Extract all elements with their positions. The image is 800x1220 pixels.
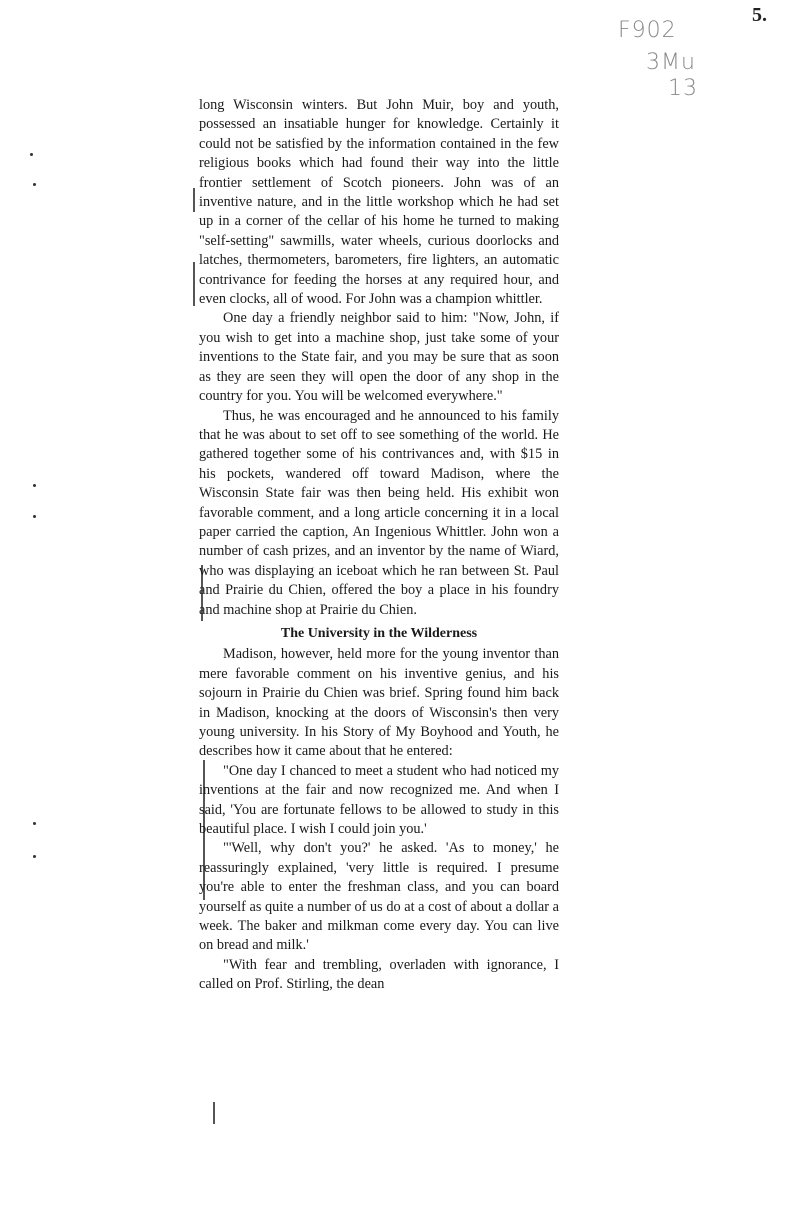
paragraph-1: long Wisconsin winters. But John Muir, boy and youth, possessed an insatiable hunger for knowledge. Certainly it could not be satisfied by the information contained in the few religious books which had found their way into the little frontier settlement of Scotch pioneers. John was of an inventive nature, and in the little workshop which he had set up in a corner of the cellar of his home he turned to making "self-setting" sawmills, water wheels, curious doorlocks and latches, thermometers, barometers, fire lighters, an automatic contrivance for feeding the horses at any required hour, and even clocks, all of wood. For John was a champion whittler.	[199, 97, 559, 308]
margin-mark	[193, 188, 195, 212]
margin-mark	[193, 262, 195, 306]
handwritten-note-2: 3Mu	[646, 50, 696, 75]
paragraph-6: "'Well, why don't you?' he asked. 'As to money,' he reassuringly explained, 'very little is required. I presume you're able to enter the freshman class, and you can board yourself as quite a number of us do at a cost of about a dollar a week. The baker and milkman come every day. You can live on bread and milk.'	[199, 840, 559, 954]
article-column	[199, 96, 559, 995]
paragraph-4: Madison, however, held more for the young inventor than mere favorable comment on his inventive genius, and his sojourn in Prairie du Chien was brief. Spring found him back in Madison, knocking at the doors of Wisconsin's then very young university. In his Story of My Boyhood and Youth, he describes how it came about that he entered:	[199, 646, 559, 760]
scan-speck	[33, 822, 36, 825]
margin-mark	[213, 1102, 215, 1124]
scan-speck	[33, 515, 36, 518]
scan-speck	[30, 153, 33, 156]
section-heading: The University in the Wilderness	[280, 625, 478, 641]
paragraph-7: "With fear and trembling, overladen with ignorance, I called on Prof. Stirling, the dean	[199, 956, 559, 993]
handwritten-note-1: F902	[618, 18, 677, 43]
paragraph-2: One day a friendly neighbor said to him: "Now, John, if you wish to get into a machine shop, just take some of your inventions to the State fair, and you may be sure that as soon as they are seen they will open the door of any shop in the country for you. You will be welcomed everywhere."	[199, 310, 559, 405]
scan-speck	[33, 484, 36, 487]
page-number: 5.	[752, 4, 767, 26]
paragraph-5: "One day I chanced to meet a student who had noticed my inventions at the fair and now recognized me. And when I said, 'You are fortunate fellows to be allowed to study in this beautiful place. I wish I could join you.'	[199, 762, 559, 838]
paragraph-3: Thus, he was encouraged and he announced to his family that he was about to set off to see something of the world. He gathered together some of his contrivances and, with $15 in his pockets, wandered off toward Madison, where the Wisconsin State fair was then being held. His exhibit won favorable comment, and a long article concerning it in a local paper carried the caption, An Ingenious Whittler. John won a number of cash prizes, and an inventor by the name of Wiard, who was displaying an iceboat which he ran between St. Paul and Prairie du Chien, offered the boy a place in his foundry and machine shop at Prairie du Chien.	[199, 407, 559, 618]
scan-speck	[33, 183, 36, 186]
scan-speck	[33, 855, 36, 858]
handwritten-note-3: 13	[668, 76, 698, 101]
